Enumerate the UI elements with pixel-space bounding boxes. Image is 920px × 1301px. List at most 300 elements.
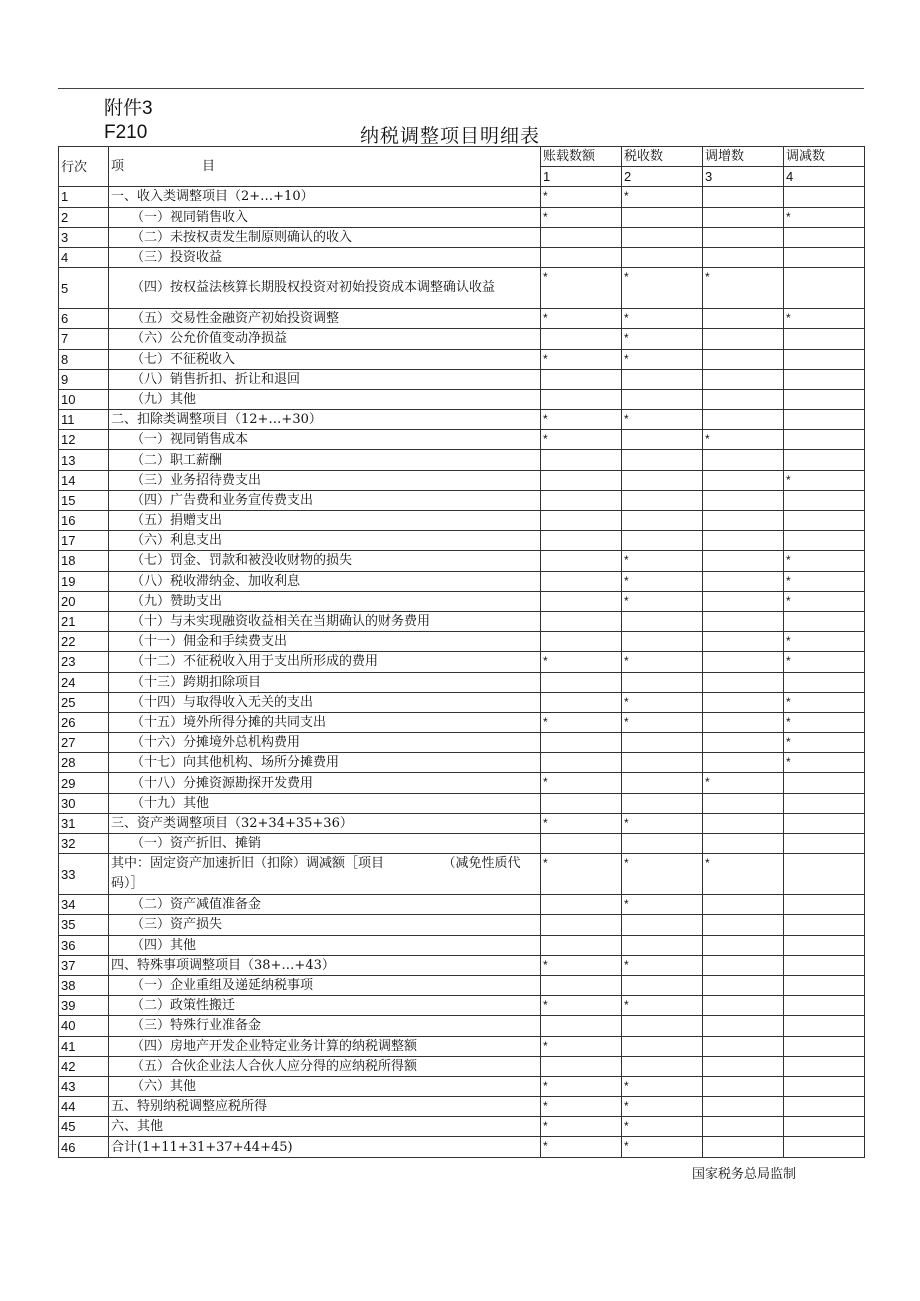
row-cell-col-4	[784, 793, 865, 813]
row-cell-col-4: *	[784, 753, 865, 773]
row-number: 38	[59, 975, 109, 995]
row-number: 31	[59, 813, 109, 833]
row-cell-col-2	[622, 430, 703, 450]
row-number: 26	[59, 712, 109, 732]
table-row	[59, 187, 865, 207]
row-cell-col-4: *	[784, 207, 865, 227]
row-cell-col-3	[703, 571, 784, 591]
row-cell-col-2: *	[622, 1097, 703, 1117]
row-cell-col-2: *	[622, 591, 703, 611]
table-row	[59, 591, 865, 611]
row-cell-col-1	[541, 935, 622, 955]
row-cell-col-2	[622, 1036, 703, 1056]
row-item-label: （六）其他	[109, 1076, 541, 1096]
row-cell-col-3	[703, 470, 784, 490]
header-row-number: 行次	[59, 147, 109, 187]
row-cell-col-3	[703, 329, 784, 349]
row-number: 22	[59, 632, 109, 652]
row-cell-col-2	[622, 369, 703, 389]
row-item-label: （三）业务招待费支出	[109, 470, 541, 490]
row-cell-col-2	[622, 935, 703, 955]
row-cell-col-3	[703, 895, 784, 915]
row-cell-col-4	[784, 1076, 865, 1096]
table-row	[59, 1076, 865, 1096]
row-cell-col-4	[784, 854, 865, 895]
row-cell-col-2	[622, 733, 703, 753]
row-number: 3	[59, 227, 109, 247]
row-cell-col-4: *	[784, 551, 865, 571]
row-cell-col-2	[622, 470, 703, 490]
form-code: F210	[104, 122, 148, 143]
row-cell-col-1	[541, 672, 622, 692]
row-cell-col-2	[622, 531, 703, 551]
row-cell-col-1	[541, 227, 622, 247]
row-cell-col-3	[703, 915, 784, 935]
row-cell-col-3	[703, 591, 784, 611]
row-cell-col-3	[703, 349, 784, 369]
row-cell-col-3	[703, 227, 784, 247]
table-row	[59, 410, 865, 430]
row-number: 12	[59, 430, 109, 450]
row-cell-col-2: *	[622, 895, 703, 915]
table-row	[59, 895, 865, 915]
row-number: 33	[59, 854, 109, 895]
row-cell-col-1: *	[541, 955, 622, 975]
row-cell-col-2	[622, 611, 703, 631]
row-cell-col-2	[622, 753, 703, 773]
row-cell-col-2	[622, 511, 703, 531]
table-row	[59, 611, 865, 631]
row-cell-col-2	[622, 1016, 703, 1036]
row-item-label: （四）按权益法核算长期股权投资对初始投资成本调整确认收益	[109, 268, 541, 309]
table-row	[59, 733, 865, 753]
row-number: 24	[59, 672, 109, 692]
row-cell-col-4	[784, 672, 865, 692]
row-number: 6	[59, 309, 109, 329]
row-item-label: （一）视同销售成本	[109, 430, 541, 450]
row-cell-col-1	[541, 369, 622, 389]
row-cell-col-4: *	[784, 571, 865, 591]
row-cell-col-1: *	[541, 349, 622, 369]
row-cell-col-4: *	[784, 652, 865, 672]
row-item-label: 四、特殊事项调整项目（38+…+43）	[109, 955, 541, 975]
row-cell-col-1	[541, 247, 622, 267]
row-item-label: （三）特殊行业准备金	[109, 1016, 541, 1036]
row-item-label: （六）利息支出	[109, 531, 541, 551]
header-col-3-num: 3	[703, 167, 784, 187]
row-cell-col-2	[622, 227, 703, 247]
row-cell-col-2: *	[622, 571, 703, 591]
row-number: 25	[59, 692, 109, 712]
table-row	[59, 207, 865, 227]
row-cell-col-2: *	[622, 1117, 703, 1137]
row-cell-col-1	[541, 450, 622, 470]
row-cell-col-4	[784, 369, 865, 389]
row-cell-col-1: *	[541, 996, 622, 1016]
row-number: 34	[59, 895, 109, 915]
row-cell-col-3	[703, 410, 784, 430]
row-cell-col-3	[703, 531, 784, 551]
row-cell-col-4	[784, 955, 865, 975]
row-cell-col-2	[622, 632, 703, 652]
table-row	[59, 329, 865, 349]
table-row	[59, 531, 865, 551]
row-number: 29	[59, 773, 109, 793]
row-number: 45	[59, 1117, 109, 1137]
row-cell-col-2	[622, 450, 703, 470]
row-number: 14	[59, 470, 109, 490]
table-row	[59, 551, 865, 571]
row-item-label: （七）不征税收入	[109, 349, 541, 369]
row-cell-col-4	[784, 935, 865, 955]
row-number: 27	[59, 733, 109, 753]
row-number: 11	[59, 410, 109, 430]
row-cell-col-3	[703, 935, 784, 955]
row-item-label: （十四）与取得收入无关的支出	[109, 692, 541, 712]
row-cell-col-2: *	[622, 712, 703, 732]
row-cell-col-1: *	[541, 1097, 622, 1117]
row-item-label: （四）广告费和业务宣传费支出	[109, 490, 541, 510]
row-item-label: 其中：固定资产加速折旧（扣除）调减额［项目 （减免性质代码）］	[109, 854, 541, 895]
table-row	[59, 692, 865, 712]
table-row	[59, 854, 865, 895]
table-row	[59, 430, 865, 450]
row-item-label: （三）投资收益	[109, 247, 541, 267]
table-body	[59, 187, 865, 1157]
table-row	[59, 975, 865, 995]
header-row-labels	[59, 147, 865, 167]
table-row	[59, 511, 865, 531]
row-cell-col-3	[703, 1056, 784, 1076]
row-cell-col-1	[541, 895, 622, 915]
header-col-4-num: 4	[784, 167, 865, 187]
row-cell-col-3: *	[703, 268, 784, 309]
row-cell-col-3	[703, 1076, 784, 1096]
row-cell-col-3	[703, 1097, 784, 1117]
row-cell-col-1: *	[541, 854, 622, 895]
row-cell-col-2: *	[622, 309, 703, 329]
row-cell-col-1	[541, 834, 622, 854]
row-number: 32	[59, 834, 109, 854]
row-number: 5	[59, 268, 109, 309]
table-row	[59, 1097, 865, 1117]
row-item-label: （四）房地产开发企业特定业务计算的纳税调整额	[109, 1036, 541, 1056]
row-item-label: （十七）向其他机构、场所分摊费用	[109, 753, 541, 773]
table-row	[59, 813, 865, 833]
row-cell-col-3: *	[703, 773, 784, 793]
row-number: 13	[59, 450, 109, 470]
row-number: 41	[59, 1036, 109, 1056]
row-cell-col-1: *	[541, 773, 622, 793]
row-cell-col-4	[784, 410, 865, 430]
row-cell-col-1: *	[541, 207, 622, 227]
row-cell-col-4	[784, 1056, 865, 1076]
row-cell-col-3	[703, 309, 784, 329]
row-item-label: （十八）分摊资源勘探开发费用	[109, 773, 541, 793]
row-cell-col-3	[703, 1137, 784, 1157]
row-cell-col-4	[784, 430, 865, 450]
row-item-label: （十二）不征税收入用于支出所形成的费用	[109, 652, 541, 672]
row-cell-col-2	[622, 207, 703, 227]
row-cell-col-3	[703, 1117, 784, 1137]
row-number: 17	[59, 531, 109, 551]
row-item-label: （十九）其他	[109, 793, 541, 813]
row-cell-col-2: *	[622, 652, 703, 672]
table-row	[59, 672, 865, 692]
row-number: 7	[59, 329, 109, 349]
row-cell-col-3	[703, 551, 784, 571]
row-cell-col-1	[541, 571, 622, 591]
row-cell-col-4: *	[784, 692, 865, 712]
row-cell-col-1: *	[541, 813, 622, 833]
row-cell-col-1: *	[541, 712, 622, 732]
row-number: 4	[59, 247, 109, 267]
row-cell-col-1	[541, 470, 622, 490]
row-item-label: （一）资产折旧、摊销	[109, 834, 541, 854]
row-cell-col-1	[541, 733, 622, 753]
row-cell-col-2	[622, 834, 703, 854]
row-cell-col-2: *	[622, 329, 703, 349]
row-item-label: （六）公允价值变动净损益	[109, 329, 541, 349]
row-cell-col-4	[784, 1036, 865, 1056]
row-item-label: （九）赞助支出	[109, 591, 541, 611]
row-cell-col-3	[703, 692, 784, 712]
row-cell-col-2: *	[622, 1137, 703, 1157]
table-row	[59, 571, 865, 591]
row-number: 46	[59, 1137, 109, 1157]
row-cell-col-1	[541, 632, 622, 652]
header-col-2-num: 2	[622, 167, 703, 187]
table-row	[59, 955, 865, 975]
row-cell-col-3	[703, 793, 784, 813]
row-cell-col-2	[622, 672, 703, 692]
row-cell-col-3	[703, 247, 784, 267]
header-item	[109, 147, 541, 187]
row-cell-col-3	[703, 712, 784, 732]
row-cell-col-2	[622, 793, 703, 813]
table-row	[59, 793, 865, 813]
row-cell-col-2: *	[622, 1076, 703, 1096]
row-cell-col-1: *	[541, 430, 622, 450]
row-item-label: （三）资产损失	[109, 915, 541, 935]
row-cell-col-2: *	[622, 268, 703, 309]
row-cell-col-3	[703, 207, 784, 227]
table-row	[59, 268, 865, 309]
tax-adjustment-table	[58, 146, 865, 1158]
table-row	[59, 490, 865, 510]
header-col-1: 账载数额	[541, 147, 622, 167]
table-row	[59, 389, 865, 409]
table-row	[59, 309, 865, 329]
header-col-1-num: 1	[541, 167, 622, 187]
row-cell-col-4	[784, 975, 865, 995]
row-cell-col-4	[784, 1117, 865, 1137]
row-item-label: （五）交易性金融资产初始投资调整	[109, 309, 541, 329]
row-cell-col-2	[622, 773, 703, 793]
table-row	[59, 773, 865, 793]
row-item-label: （八）销售折扣、折让和退回	[109, 369, 541, 389]
row-cell-col-2	[622, 389, 703, 409]
table-row	[59, 349, 865, 369]
row-cell-col-1: *	[541, 1117, 622, 1137]
row-item-label: （十六）分摊境外总机构费用	[109, 733, 541, 753]
row-cell-col-1	[541, 490, 622, 510]
table-row	[59, 915, 865, 935]
row-number: 21	[59, 611, 109, 631]
row-cell-col-1: *	[541, 1137, 622, 1157]
row-cell-col-1	[541, 551, 622, 571]
row-cell-col-3	[703, 511, 784, 531]
row-cell-col-4	[784, 187, 865, 207]
header-item-b: 目	[202, 159, 216, 175]
row-number: 43	[59, 1076, 109, 1096]
row-cell-col-2: *	[622, 996, 703, 1016]
row-cell-col-4	[784, 247, 865, 267]
row-cell-col-3	[703, 1036, 784, 1056]
row-cell-col-4	[784, 773, 865, 793]
row-item-label: 三、资产类调整项目（32+34+35+36）	[109, 813, 541, 833]
row-cell-col-1	[541, 692, 622, 712]
row-number: 23	[59, 652, 109, 672]
row-cell-col-1: *	[541, 652, 622, 672]
row-cell-col-1	[541, 389, 622, 409]
row-number: 10	[59, 389, 109, 409]
row-item-label: （一）企业重组及递延纳税事项	[109, 975, 541, 995]
row-number: 40	[59, 1016, 109, 1036]
row-cell-col-4: *	[784, 591, 865, 611]
row-cell-col-2: *	[622, 955, 703, 975]
row-cell-col-2: *	[622, 187, 703, 207]
row-number: 37	[59, 955, 109, 975]
row-cell-col-2	[622, 975, 703, 995]
row-number: 18	[59, 551, 109, 571]
row-number: 36	[59, 935, 109, 955]
row-item-label: （一）视同销售收入	[109, 207, 541, 227]
row-item-label: 六、其他	[109, 1117, 541, 1137]
header-col-4: 调减数	[784, 147, 865, 167]
row-item-label: 合计(1+11+31+37+44+45)	[109, 1137, 541, 1157]
row-number: 16	[59, 511, 109, 531]
row-cell-col-2: *	[622, 854, 703, 895]
row-cell-col-2: *	[622, 813, 703, 833]
top-rule	[58, 88, 864, 89]
row-cell-col-1	[541, 1056, 622, 1076]
row-cell-col-3	[703, 611, 784, 631]
row-item-label: （七）罚金、罚款和被没收财物的损失	[109, 551, 541, 571]
row-cell-col-3	[703, 490, 784, 510]
row-cell-col-1: *	[541, 268, 622, 309]
row-cell-col-4: *	[784, 470, 865, 490]
row-cell-col-4	[784, 611, 865, 631]
row-number: 35	[59, 915, 109, 935]
row-cell-col-4	[784, 996, 865, 1016]
row-cell-col-2: *	[622, 692, 703, 712]
row-number: 28	[59, 753, 109, 773]
row-cell-col-1	[541, 975, 622, 995]
row-number: 39	[59, 996, 109, 1016]
row-cell-col-3: *	[703, 854, 784, 895]
row-cell-col-1	[541, 915, 622, 935]
row-item-label: （五）捐赠支出	[109, 511, 541, 531]
row-number: 20	[59, 591, 109, 611]
row-item-label: 一、收入类调整项目（2+…+10）	[109, 187, 541, 207]
table-row	[59, 652, 865, 672]
row-number: 30	[59, 793, 109, 813]
row-cell-col-3	[703, 652, 784, 672]
row-cell-col-3: *	[703, 430, 784, 450]
table-row	[59, 1117, 865, 1137]
row-number: 9	[59, 369, 109, 389]
row-item-label: （五）合伙企业法人合伙人应分得的应纳税所得额	[109, 1056, 541, 1076]
table-row	[59, 632, 865, 652]
row-number: 42	[59, 1056, 109, 1076]
row-cell-col-4	[784, 1097, 865, 1117]
row-cell-col-3	[703, 975, 784, 995]
page-title: 纳税调整项目明细表	[360, 125, 541, 147]
row-cell-col-1	[541, 511, 622, 531]
row-cell-col-1: *	[541, 309, 622, 329]
row-cell-col-4	[784, 268, 865, 309]
row-number: 15	[59, 490, 109, 510]
row-cell-col-4	[784, 389, 865, 409]
row-cell-col-4	[784, 1137, 865, 1157]
row-item-label: 五、特别纳税调整应税所得	[109, 1097, 541, 1117]
row-cell-col-2	[622, 490, 703, 510]
row-item-label: （四）其他	[109, 935, 541, 955]
attachment-label: 附件3	[104, 98, 153, 119]
row-cell-col-2: *	[622, 349, 703, 369]
row-cell-col-4: *	[784, 309, 865, 329]
header-col-3: 调增数	[703, 147, 784, 167]
row-cell-col-1: *	[541, 1036, 622, 1056]
row-cell-col-4: *	[784, 733, 865, 753]
header-item-a: 项	[111, 159, 125, 175]
row-item-label: （十五）境外所得分摊的共同支出	[109, 712, 541, 732]
row-cell-col-3	[703, 753, 784, 773]
row-cell-col-3	[703, 955, 784, 975]
header-col-2: 税收数	[622, 147, 703, 167]
row-cell-col-2: *	[622, 551, 703, 571]
row-item-label: （十一）佣金和手续费支出	[109, 632, 541, 652]
row-cell-col-3	[703, 813, 784, 833]
table-row	[59, 369, 865, 389]
table-row	[59, 1036, 865, 1056]
table-row	[59, 935, 865, 955]
row-cell-col-1	[541, 591, 622, 611]
table-row	[59, 1056, 865, 1076]
row-cell-col-4	[784, 511, 865, 531]
row-cell-col-2	[622, 915, 703, 935]
issuer-note: 国家税务总局监制	[692, 1167, 797, 1182]
row-item-label: （十三）跨期扣除项目	[109, 672, 541, 692]
row-cell-col-3	[703, 389, 784, 409]
table-row	[59, 247, 865, 267]
table-row	[59, 753, 865, 773]
row-cell-col-4	[784, 531, 865, 551]
table-row	[59, 1016, 865, 1036]
row-cell-col-4: *	[784, 712, 865, 732]
row-cell-col-4	[784, 329, 865, 349]
row-cell-col-3	[703, 450, 784, 470]
row-item-label: （二）政策性搬迁	[109, 996, 541, 1016]
row-item-label: （二）未按权责发生制原则确认的收入	[109, 227, 541, 247]
row-number: 1	[59, 187, 109, 207]
row-cell-col-3	[703, 834, 784, 854]
row-cell-col-3	[703, 187, 784, 207]
row-cell-col-3	[703, 672, 784, 692]
row-cell-col-2	[622, 1056, 703, 1076]
row-cell-col-4	[784, 349, 865, 369]
